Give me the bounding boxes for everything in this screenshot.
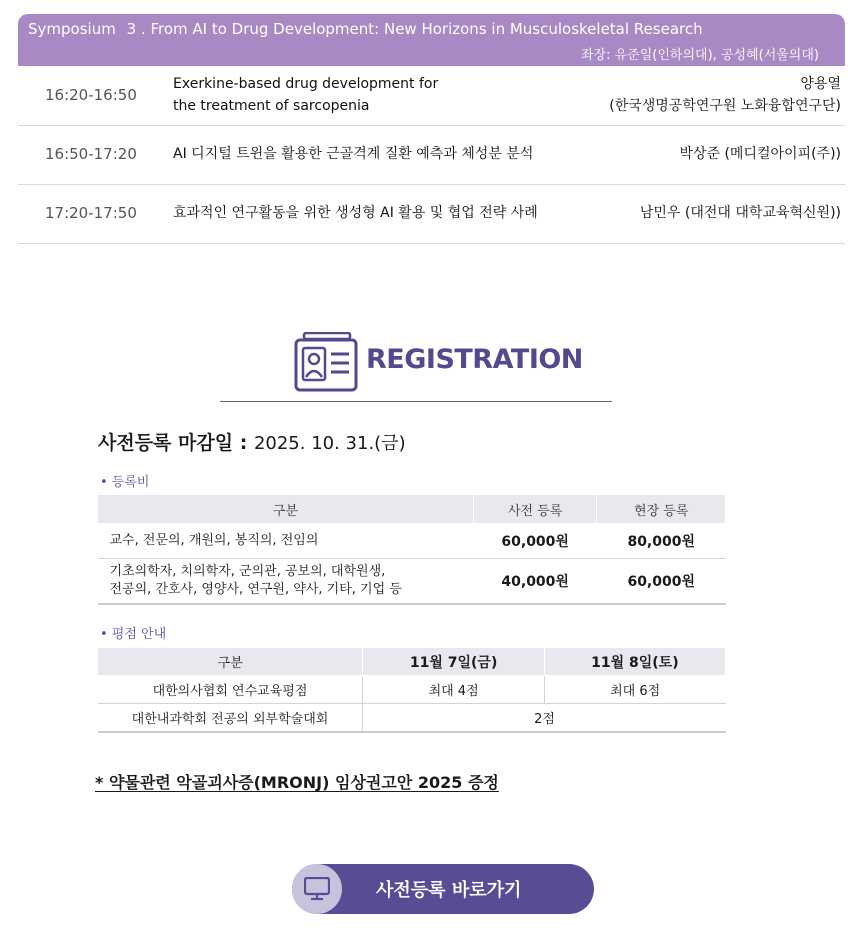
fee-heading: • 등록비: [100, 475, 150, 490]
points-category: 대한의사협회 연수교육평점: [98, 676, 363, 704]
schedule-talk-line: 효과적인 연구활동을 위한 생성형 AI 활용 및 협업 전략 사례: [173, 205, 538, 221]
column-header: 구분: [98, 648, 363, 676]
schedule-speaker: [679, 143, 841, 165]
column-header: 11월 8일(토): [544, 648, 725, 676]
schedule-talk: [173, 202, 538, 224]
fee-onsite: 60,000원: [597, 559, 726, 605]
schedule-talk: [173, 73, 438, 117]
symposium-header: [18, 14, 845, 66]
schedule-row: [18, 185, 845, 244]
fee-onsite: 80,000원: [597, 524, 726, 559]
deadline-value: 2025. 10. 31.(금): [253, 433, 406, 454]
table-row: [98, 524, 726, 559]
schedule-speaker-name: 남민우 (대전대 대학교육혁신원)): [639, 205, 841, 221]
fee-category-line: 기초의학자, 치의학자, 군의관, 공보의, 대학원생,: [109, 564, 386, 579]
column-header: 11월 7일(금): [363, 648, 544, 676]
symposium-label: Symposium: [28, 20, 116, 38]
deadline-label: 사전등록 마감일 :: [98, 432, 248, 454]
fee-category: [98, 559, 474, 605]
divider: [220, 401, 612, 402]
table-row: [98, 676, 726, 704]
symposium-title-text: . From AI to Drug Development: New Horizons in Musculoskeletal Research: [140, 20, 703, 38]
symposium-title: [28, 20, 703, 38]
pre-registration-button[interactable]: [292, 864, 594, 914]
column-header: 구분: [98, 495, 474, 524]
schedule-talk-line: the treatment of sarcopenia: [173, 98, 370, 114]
table-header-row: [98, 495, 726, 524]
schedule-time: 16:20-16:50: [45, 86, 137, 104]
fee-category-line: 전공의, 간호사, 영양사, 연구원, 약사, 기타, 기업 등: [109, 582, 402, 597]
points-table: [97, 647, 726, 733]
column-header: 사전 등록: [473, 495, 597, 524]
gift-note: * 약물관련 악골괴사증(MRONJ) 임상권고안 2025 증정: [95, 773, 499, 792]
points-both-days: 2점: [363, 704, 726, 733]
schedule-speaker: [609, 73, 841, 117]
registration-title: REGISTRATION: [366, 344, 583, 375]
fee-category: 교수, 전문의, 개원의, 봉직의, 전임의: [98, 524, 474, 559]
fee-pre: 60,000원: [473, 524, 597, 559]
column-header: 현장 등록: [597, 495, 726, 524]
id-card-icon: [294, 332, 358, 392]
schedule-time: 16:50-17:20: [45, 145, 137, 163]
schedule-time: 17:20-17:50: [45, 204, 137, 222]
table-row: [98, 704, 726, 733]
points-heading: • 평점 안내: [100, 627, 167, 642]
schedule-row: [18, 66, 845, 126]
schedule-talk: [173, 143, 533, 165]
fee-pre: 40,000원: [473, 559, 597, 605]
symposium-number: 3: [126, 20, 137, 38]
points-day2: 최대 6점: [544, 676, 725, 704]
fee-table: [97, 494, 726, 605]
table-header-row: [98, 648, 726, 676]
pre-registration-button-label: 사전등록 바로가기: [376, 880, 522, 901]
schedule-row: [18, 126, 845, 185]
schedule-speaker: [640, 202, 841, 224]
schedule-talk-line: Exerkine-based drug development for: [173, 76, 439, 92]
schedule-speaker-affiliation: (한국생명공학연구원 노화융합연구단): [609, 98, 841, 114]
deadline: [98, 428, 406, 455]
schedule-speaker-name: 박상준 (메디컬아이피(주)): [679, 146, 841, 162]
symposium-chairs: 좌장: 유준일(인하의대), 공성혜(서울의대): [581, 48, 819, 63]
points-category: 대한내과학회 전공의 외부학술대회: [98, 704, 363, 733]
points-day1: 최대 4점: [363, 676, 544, 704]
monitor-icon: [292, 864, 342, 914]
schedule-talk-line: AI 디지털 트윈을 활용한 근골격계 질환 예측과 체성분 분석: [173, 146, 534, 162]
table-row: [98, 559, 726, 605]
schedule-speaker-name: 양용열: [800, 76, 841, 92]
